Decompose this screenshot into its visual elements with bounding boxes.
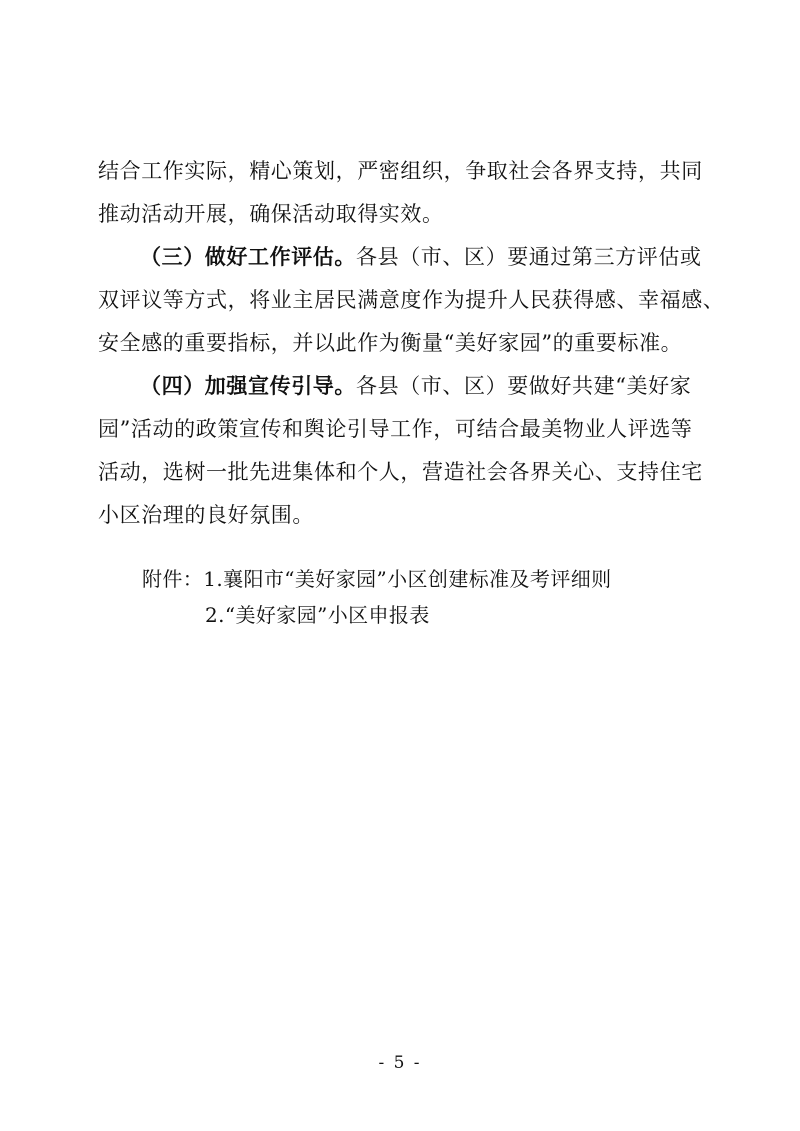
paragraph-line: 结合工作实际，精心策划，严密组织，争取社会各界支持，共同	[98, 159, 703, 183]
paragraph-line: 小区治理的良好氛围。	[98, 503, 314, 527]
section-4-first-line	[140, 371, 691, 401]
attachment-item: 1.襄阳市“美好家园”小区创建标准及考评细则	[203, 567, 612, 591]
paragraph-line: 活动，选树一批先进集体和个人，营造社会各界关心、支持住宅	[98, 460, 703, 484]
attachment-item: 2.“美好家园”小区申报表	[205, 603, 430, 627]
section-4-heading: （四）加强宣传引导。	[140, 373, 356, 398]
paragraph-line: 双评议等方式，将业主居民满意度作为提升人民获得感、幸福感、	[98, 288, 725, 312]
paragraph-line: 推动活动开展，确保活动取得实效。	[98, 202, 444, 226]
paragraph-line: 安全感的重要指标，并以此作为衡量“美好家园”的重要标准。	[98, 331, 683, 355]
section-4-text: 各县（市、区）要做好共建“美好家	[356, 374, 692, 398]
page-number: - 5 -	[378, 1053, 422, 1073]
section-3-heading: （三）做好工作评估。	[140, 244, 356, 269]
section-3-text: 各县（市、区）要通过第三方评估或	[356, 245, 702, 269]
section-3-first-line	[140, 242, 702, 272]
paragraph-line: 园”活动的政策宣传和舆论引导工作，可结合最美物业人评选等	[98, 417, 693, 441]
attachment-line-1	[142, 564, 612, 594]
attachment-label: 附件：	[142, 567, 204, 591]
